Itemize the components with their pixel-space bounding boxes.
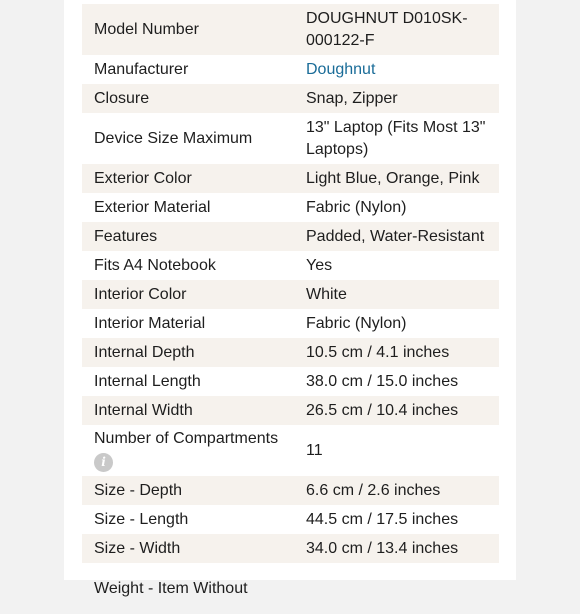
- table-row: [82, 113, 499, 164]
- spec-label: Manufacturer: [94, 60, 189, 78]
- table-row: [82, 4, 499, 55]
- spec-value: 26.5 cm / 10.4 inches: [294, 396, 499, 425]
- table-row: [82, 164, 499, 193]
- spec-label: Number of Compartments: [94, 430, 279, 447]
- spec-value: Fabric (Nylon): [306, 198, 407, 216]
- spec-value: Yes: [306, 256, 333, 274]
- spec-value: 38.0 cm / 15.0 inches: [306, 372, 459, 390]
- spec-value: DOUGHNUT D010SK-000122-F: [294, 4, 499, 55]
- spec-label: Device Size Maximum: [94, 129, 253, 147]
- table-row: [82, 55, 499, 84]
- spec-label: Internal Width: [82, 396, 294, 425]
- spec-value: Snap, Zipper: [294, 84, 499, 113]
- table-row: [82, 396, 499, 425]
- info-icon[interactable]: i: [94, 453, 113, 472]
- spec-label-cell: [82, 425, 294, 476]
- table-row: [82, 280, 499, 309]
- table-row: [82, 251, 499, 280]
- spec-value: Padded, Water-Resistant: [294, 222, 499, 251]
- spec-value: 13" Laptop (Fits Most 13" Laptops): [306, 118, 486, 158]
- spec-label: Internal Length: [94, 372, 201, 390]
- spec-value: Light Blue, Orange, Pink: [294, 164, 499, 193]
- spec-value: 10.5 cm / 4.1 inches: [294, 338, 499, 367]
- spec-value: White: [294, 280, 499, 309]
- spec-label: Exterior Color: [82, 164, 294, 193]
- spec-label: Weight - Item Without: [94, 579, 248, 597]
- spec-value: Fabric (Nylon): [306, 314, 407, 332]
- spec-label: Closure: [82, 84, 294, 113]
- spec-label: Interior Material: [94, 314, 206, 332]
- spec-value: [294, 563, 499, 614]
- spec-label: Interior Color: [82, 280, 294, 309]
- spec-label: Size - Length: [94, 510, 189, 528]
- manufacturer-link[interactable]: Doughnut: [306, 60, 376, 78]
- spec-label: Size - Width: [82, 534, 294, 563]
- spec-value: 11: [306, 441, 323, 459]
- table-row: [82, 222, 499, 251]
- specifications-table: [82, 4, 499, 614]
- spec-label: Model Number: [82, 4, 294, 55]
- table-row: [82, 534, 499, 563]
- table-row: [82, 476, 499, 505]
- spec-value: [294, 55, 499, 84]
- spec-label: Exterior Material: [94, 198, 211, 216]
- table-row: [82, 563, 499, 614]
- table-row: [82, 193, 499, 222]
- spec-value: 6.6 cm / 2.6 inches: [294, 476, 499, 505]
- table-row: [82, 505, 499, 534]
- spec-label: Fits A4 Notebook: [94, 256, 216, 274]
- table-row: [82, 425, 499, 476]
- spec-label: Internal Depth: [82, 338, 294, 367]
- spec-label: Size - Depth: [82, 476, 294, 505]
- table-row: [82, 367, 499, 396]
- table-row: [82, 338, 499, 367]
- spec-value: 34.0 cm / 13.4 inches: [294, 534, 499, 563]
- spec-label: Features: [82, 222, 294, 251]
- table-row: [82, 84, 499, 113]
- spec-value: 44.5 cm / 17.5 inches: [306, 510, 459, 528]
- table-row: [82, 309, 499, 338]
- spec-sheet: [64, 0, 516, 597]
